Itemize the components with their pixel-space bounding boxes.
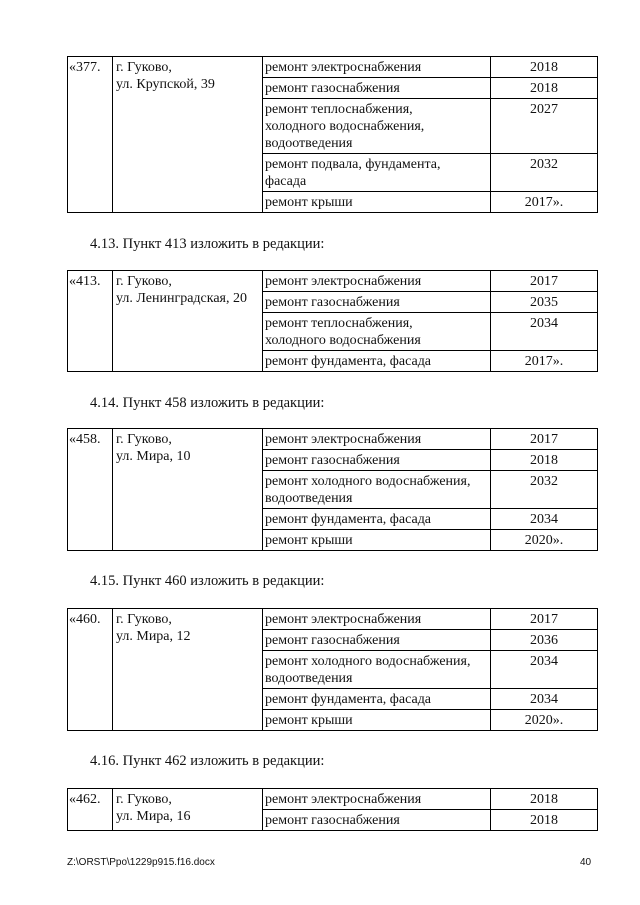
- year-cell: [491, 471, 598, 509]
- year-cell: [491, 789, 598, 810]
- work-text: ремонт газоснабжения: [265, 453, 400, 468]
- address-cell: [113, 271, 263, 372]
- work-cell: [263, 689, 491, 710]
- year-cell: [491, 689, 598, 710]
- work-cell: [263, 710, 491, 731]
- year-cell: [491, 810, 598, 831]
- year-cell: [491, 630, 598, 651]
- section-heading-4-15: 4.15. Пункт 460 изложить в редакции:: [90, 573, 325, 589]
- year-cell: [491, 429, 598, 450]
- year-cell: [491, 651, 598, 689]
- year-text: 2018: [530, 60, 558, 75]
- work-text: ремонт электроснабжения: [265, 612, 422, 627]
- address-street: ул. Мира, 10: [116, 449, 191, 464]
- table-item-458: [67, 428, 597, 551]
- address-cell: [113, 57, 263, 213]
- year-cell: [491, 271, 598, 292]
- work-cell: [263, 154, 491, 192]
- work-text: холодного водоснабжения,: [265, 119, 425, 134]
- address-cell: [113, 609, 263, 731]
- work-cell: [263, 450, 491, 471]
- year-text: 2027: [530, 102, 558, 117]
- address-street: ул. Крупской, 39: [116, 77, 215, 92]
- address-street: ул. Мира, 12: [116, 629, 191, 644]
- address-city: г. Гуково,: [116, 274, 172, 289]
- work-cell: [263, 99, 491, 154]
- year-text: 2020».: [524, 713, 564, 728]
- work-text: ремонт крыши: [265, 713, 353, 728]
- address-city: г. Гуково,: [116, 432, 172, 447]
- work-text: ремонт газоснабжения: [265, 81, 400, 96]
- work-text: ремонт подвала, фундамента,: [265, 157, 441, 172]
- year-text: 2020».: [524, 533, 564, 548]
- section-heading-4-13: 4.13. Пункт 413 изложить в редакции:: [90, 236, 325, 252]
- address-city: г. Гуково,: [116, 792, 172, 807]
- year-text: 2034: [530, 692, 558, 707]
- work-text: ремонт электроснабжения: [265, 274, 422, 289]
- item-number-cell: [68, 789, 113, 831]
- work-cell: [263, 292, 491, 313]
- year-cell: [491, 351, 598, 372]
- year-text: 2018: [530, 813, 558, 828]
- table-row: [68, 789, 598, 810]
- item-number: «460.: [69, 612, 101, 627]
- section-heading-4-14: 4.14. Пункт 458 изложить в редакции:: [90, 395, 325, 411]
- table-row: [68, 609, 598, 630]
- work-cell: [263, 630, 491, 651]
- year-cell: [491, 609, 598, 630]
- year-text: 2017: [530, 274, 558, 289]
- work-text: ремонт газоснабжения: [265, 813, 400, 828]
- item-number: «413.: [69, 274, 101, 289]
- section-heading-4-16: 4.16. Пункт 462 изложить в редакции:: [90, 753, 325, 769]
- work-text: водоотведения: [265, 671, 353, 686]
- year-text: 2032: [530, 157, 558, 172]
- table-row: [68, 57, 598, 78]
- item-number: «377.: [69, 60, 101, 75]
- item-number: «462.: [69, 792, 101, 807]
- year-text: 2018: [530, 453, 558, 468]
- table-item-462: [67, 788, 597, 831]
- footer-page-number: 40: [580, 857, 592, 868]
- year-text: 2018: [530, 81, 558, 96]
- work-cell: [263, 78, 491, 99]
- year-text: 2017: [530, 612, 558, 627]
- work-cell: [263, 192, 491, 213]
- year-text: 2017».: [524, 354, 564, 369]
- year-cell: [491, 192, 598, 213]
- year-cell: [491, 292, 598, 313]
- year-cell: [491, 99, 598, 154]
- year-text: 2034: [530, 316, 558, 331]
- footer-file-path: Z:\ORST\Ppo\1229p915.f16.docx: [67, 857, 215, 868]
- work-text: ремонт крыши: [265, 195, 353, 210]
- work-cell: [263, 530, 491, 551]
- work-cell: [263, 609, 491, 630]
- work-text: фасада: [265, 174, 307, 189]
- work-text: ремонт теплоснабжения,: [265, 316, 413, 331]
- item-number-cell: [68, 57, 113, 213]
- work-text: ремонт фундамента, фасада: [265, 512, 432, 527]
- year-text: 2017: [530, 432, 558, 447]
- work-text: водоотведения: [265, 136, 353, 151]
- work-cell: [263, 351, 491, 372]
- work-text: ремонт газоснабжения: [265, 295, 400, 310]
- work-text: ремонт фундамента, фасада: [265, 692, 432, 707]
- work-cell: [263, 789, 491, 810]
- table-item-413: [67, 270, 597, 372]
- address-city: г. Гуково,: [116, 60, 172, 75]
- work-text: ремонт электроснабжения: [265, 60, 422, 75]
- work-cell: [263, 509, 491, 530]
- work-text: ремонт электроснабжения: [265, 432, 422, 447]
- work-cell: [263, 429, 491, 450]
- address-city: г. Гуково,: [116, 612, 172, 627]
- work-cell: [263, 313, 491, 351]
- year-cell: [491, 78, 598, 99]
- year-cell: [491, 710, 598, 731]
- work-text: холодного водоснабжения: [265, 333, 421, 348]
- work-text: ремонт фундамента, фасада: [265, 354, 432, 369]
- work-cell: [263, 57, 491, 78]
- address-street: ул. Мира, 16: [116, 809, 191, 824]
- work-text: водоотведения: [265, 491, 353, 506]
- address-cell: [113, 789, 263, 831]
- work-cell: [263, 651, 491, 689]
- item-number: «458.: [69, 432, 101, 447]
- table-row: [68, 271, 598, 292]
- work-cell: [263, 471, 491, 509]
- work-text: ремонт газоснабжения: [265, 633, 400, 648]
- work-text: ремонт электроснабжения: [265, 792, 422, 807]
- year-text: 2018: [530, 792, 558, 807]
- year-text: 2035: [530, 295, 558, 310]
- table-item-460: [67, 608, 597, 731]
- year-text: 2034: [530, 512, 558, 527]
- address-street: ул. Ленинградская, 20: [116, 291, 247, 306]
- year-cell: [491, 450, 598, 471]
- year-cell: [491, 57, 598, 78]
- work-cell: [263, 810, 491, 831]
- year-cell: [491, 509, 598, 530]
- item-number-cell: [68, 609, 113, 731]
- item-number-cell: [68, 271, 113, 372]
- year-text: 2017».: [524, 195, 564, 210]
- table-item-377: [67, 56, 597, 213]
- work-text: ремонт холодного водоснабжения,: [265, 474, 471, 489]
- work-text: ремонт теплоснабжения,: [265, 102, 413, 117]
- work-cell: [263, 271, 491, 292]
- year-text: 2036: [530, 633, 558, 648]
- work-text: ремонт холодного водоснабжения,: [265, 654, 471, 669]
- address-cell: [113, 429, 263, 551]
- table-row: [68, 429, 598, 450]
- year-cell: [491, 313, 598, 351]
- item-number-cell: [68, 429, 113, 551]
- year-text: 2034: [530, 654, 558, 669]
- year-cell: [491, 154, 598, 192]
- year-cell: [491, 530, 598, 551]
- year-text: 2032: [530, 474, 558, 489]
- work-text: ремонт крыши: [265, 533, 353, 548]
